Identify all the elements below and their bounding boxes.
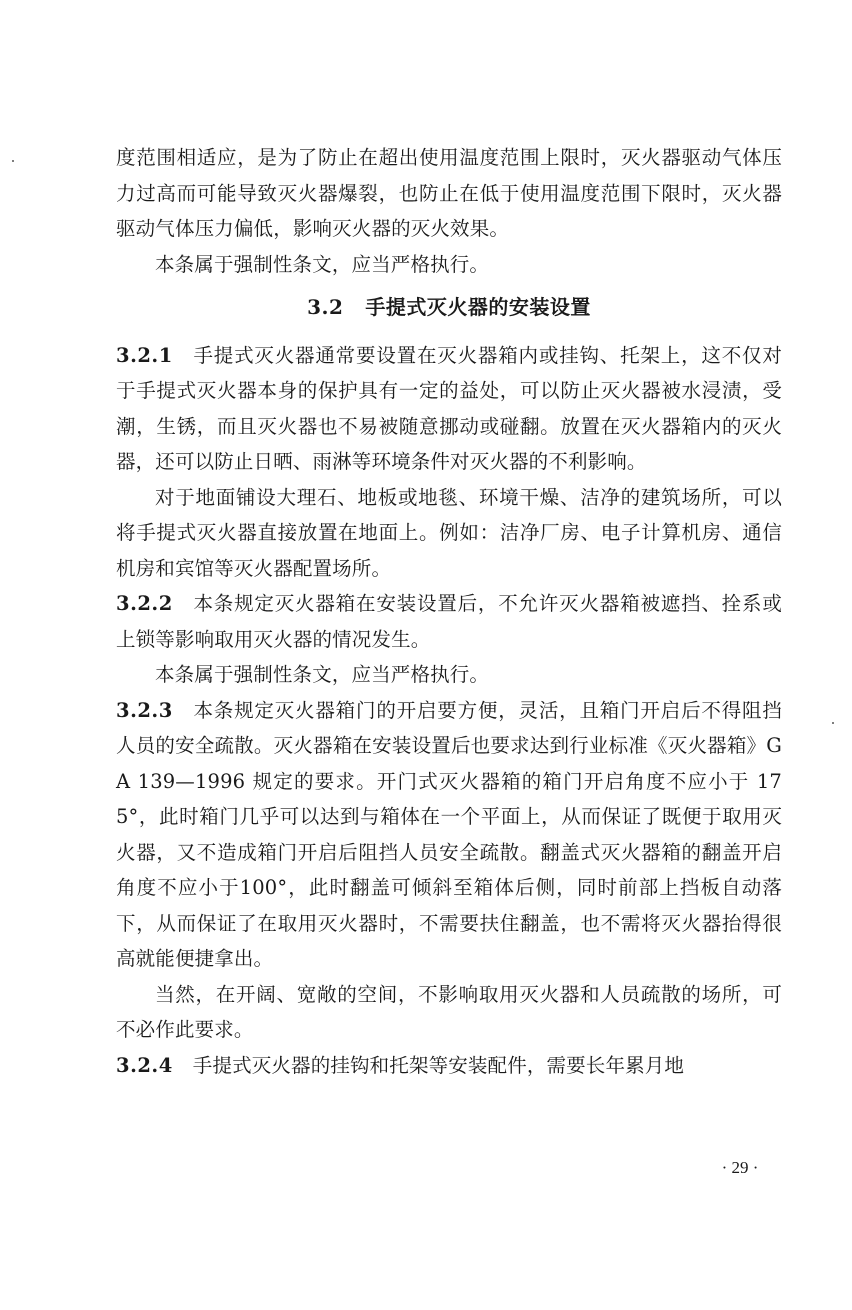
clause-number: 3.2.2 xyxy=(116,592,173,615)
clause-number: 3.2.1 xyxy=(116,343,173,367)
clause-text: 手提式灭火器的挂钩和托架等安装配件，需要长年累月地 xyxy=(192,1053,685,1077)
paragraph-mandatory-note-1: 本条属于强制性条文，应当严格执行。 xyxy=(155,252,490,276)
clause-text: 手提式灭火器通常要设置在灭火器箱内或挂钩、托架上，这不仅对于手提式灭火器本身的保护具有一定的益处，可以防止灭火器被水浸渍，受潮，生锈，而且灭火器也不易被随意挪动或碰翻。放置在灭火器箱内的灭火器，还可以防止日晒、雨淋等环境条件对灭火器的不利影响。 xyxy=(116,343,782,473)
clause-text: 本条规定灭火器箱在安装设置后，不允许灭火器箱被遮挡、拴系或上锁等影响取用灭火器的情况发生。 xyxy=(116,592,782,651)
page-number: · 29 · xyxy=(721,1158,759,1177)
paragraph-floor-placement: 对于地面铺设大理石、地板或地毯、环境干燥、洁净的建筑场所，可以将手提式灭火器直接放置在地面上。例如：洁净厂房、电子计算机房、通信机房和宾馆等灭火器配置场所。 xyxy=(116,485,782,580)
section-title: 手提式灭火器的安装设置 xyxy=(365,295,591,319)
section-number: 3.2 xyxy=(307,295,344,319)
body-text xyxy=(116,140,782,1083)
scan-speck xyxy=(12,160,14,162)
paragraph-open-space: 当然，在开阔、宽敞的空间，不影响取用灭火器和人员疏散的场所，可不必作此要求。 xyxy=(116,982,782,1041)
clause-3-2-1 xyxy=(116,338,782,480)
clause-number: 3.2.4 xyxy=(116,1053,173,1077)
clause-text: 本条规定灭火器箱门的开启要方便，灵活，且箱门开启后不得阻挡人员的安全疏散。灭火器箱在安装设置后也要求达到行业标准《灭火器箱》GA 139—1996 规定的要求。开门式灭火器箱的箱门开启角度不应小于 175°，此时箱门几乎可以达到与箱体在一个平面上，从而保证了既便于取用灭火器，又不造成箱门开启后阻挡人员安全疏散。翻盖式灭火器箱的翻盖开启角度不应小于100°，此时翻盖可倾斜至箱体后侧，同时前部上挡板自动落下，从而保证了在取用灭火器时，不需要扶住翻盖，也不需将灭火器抬得很高就能便捷拿出。 xyxy=(116,698,782,970)
clause-3-2-2 xyxy=(116,586,782,657)
clause-3-2-3 xyxy=(116,693,782,977)
section-heading xyxy=(116,290,782,326)
paragraph-mandatory-note-2: 本条属于强制性条文，应当严格执行。 xyxy=(155,663,490,686)
scan-speck xyxy=(832,722,834,724)
clause-number: 3.2.3 xyxy=(116,698,173,722)
paragraph-continuation: 度范围相适应，是为了防止在超出使用温度范围上限时，灭火器驱动气体压力过高而可能导致灭火器爆裂，也防止在低于使用温度范围下限时，灭火器驱动气体压力偏低，影响灭火器的灭火效果。 xyxy=(116,146,782,240)
clause-3-2-4 xyxy=(116,1048,782,1084)
